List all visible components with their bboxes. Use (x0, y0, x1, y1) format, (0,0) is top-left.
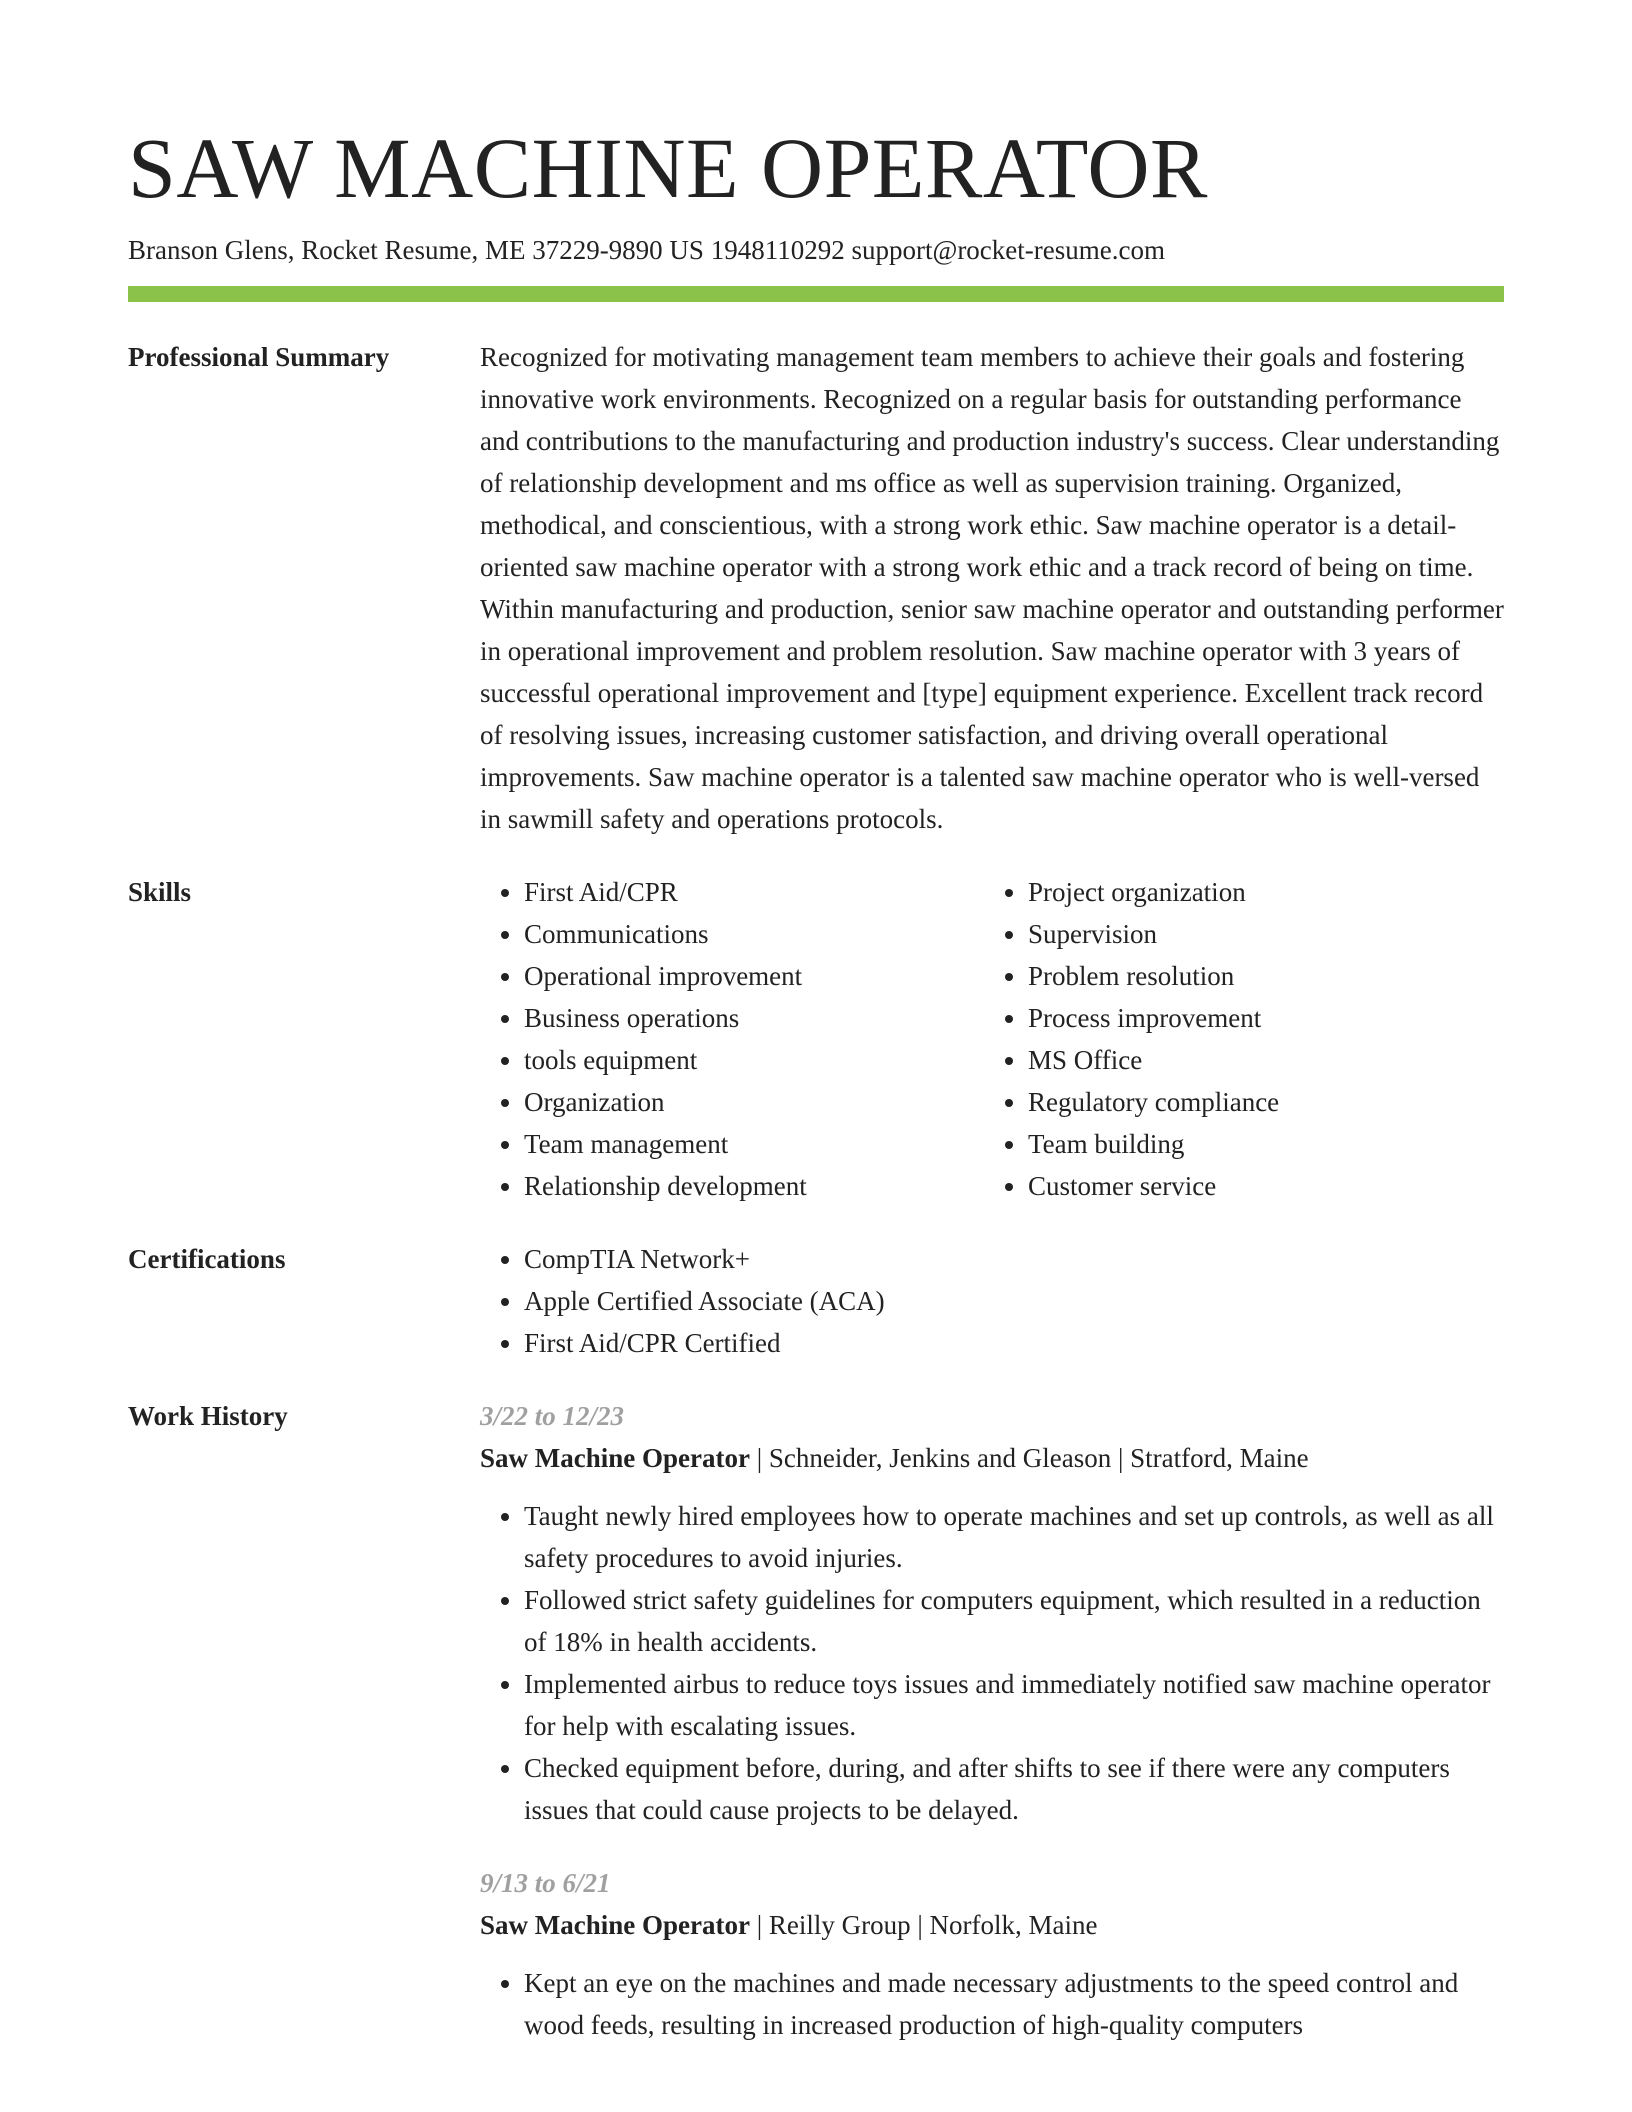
job-details: | Schneider, Jenkins and Gleason | Stratford, Maine (749, 1443, 1309, 1473)
skills-list-left (480, 871, 984, 1207)
job-bullet: • Kept an eye on the machines and made necessary adjustments to the speed control and wood feeds, resulting in increased production of high-quality computers (524, 1962, 1504, 2046)
skills-list-right (984, 871, 1488, 1207)
skill-item: • Communications (524, 913, 984, 955)
work-history-body (480, 1395, 1504, 2046)
job-title: Saw Machine Operator (480, 1443, 750, 1473)
skill-item: • First Aid/CPR (524, 871, 984, 913)
job-bullets (480, 1962, 1504, 2046)
job-entry (480, 1862, 1504, 2046)
skill-item: • Project organization (1028, 871, 1488, 913)
job-bullet: • Implemented airbus to reduce toys issues and immediately notified saw machine operator for help with escalating issues. (524, 1663, 1504, 1747)
job-heading (480, 1904, 1504, 1946)
summary-body (480, 336, 1504, 840)
certifications-heading: Certifications (128, 1244, 286, 1274)
job-details: | Reilly Group | Norfolk, Maine (749, 1910, 1098, 1940)
contact-line: Branson Glens, Rocket Resume, ME 37229-9890 US 1948110292 support@rocket-resume.com (128, 235, 1165, 265)
skill-item: • Organization (524, 1081, 984, 1123)
resume-title: SAW MACHINE OPERATOR (128, 120, 1208, 216)
skill-item: • Process improvement (1028, 997, 1488, 1039)
certifications-body (480, 1238, 1504, 1364)
job-dates: 9/13 to 6/21 (480, 1868, 611, 1898)
certification-item: • Apple Certified Associate (ACA) (524, 1280, 1504, 1322)
job-dates: 3/22 to 12/23 (480, 1401, 625, 1431)
accent-divider (128, 286, 1504, 302)
certification-item: • First Aid/CPR Certified (524, 1322, 1504, 1364)
job-bullet: • Taught newly hired employees how to operate machines and set up controls, as well as all safety procedures to avoid injuries. (524, 1495, 1504, 1579)
work-history-heading: Work History (128, 1401, 288, 1431)
job-bullets (480, 1495, 1504, 1831)
skill-item: • Problem resolution (1028, 955, 1488, 997)
skills-section (128, 871, 1504, 1207)
certifications-section (128, 1238, 1504, 1364)
resume-page (128, 0, 1504, 2046)
skills-columns (480, 871, 1504, 1207)
skills-body (480, 871, 1504, 1207)
skill-item: • Business operations (524, 997, 984, 1039)
job-entry (480, 1395, 1504, 1831)
job-bullet: • Checked equipment before, during, and after shifts to see if there were any computers issues that could cause projects to be delayed. (524, 1747, 1504, 1831)
skills-heading: Skills (128, 877, 192, 907)
certifications-list (480, 1238, 1504, 1364)
skill-item: • Operational improvement (524, 955, 984, 997)
skill-item: • Supervision (1028, 913, 1488, 955)
skill-item: • Team management (524, 1123, 984, 1165)
skill-item: • tools equipment (524, 1039, 984, 1081)
summary-section (128, 336, 1504, 840)
certification-item: • CompTIA Network+ (524, 1238, 1504, 1280)
skill-item: • Relationship development (524, 1165, 984, 1207)
skill-item: • Regulatory compliance (1028, 1081, 1488, 1123)
job-title: Saw Machine Operator (480, 1910, 750, 1940)
summary-text: Recognized for motivating management team members to achieve their goals and fostering innovative work environments. Recognized on a regular basis for outstanding performance and contributions to the manufacturing and production industry's success. Clear understanding of relationship development and ms office as well as supervision training. Organized, methodical, and conscientious, with a strong work ethic. Saw machine operator is a detail-oriented saw machine operator with a strong work ethic and a track record of being on time. Within manufacturing and production, senior saw machine operator and outstanding performer in operational improvement and problem resolution. Saw machine operator with 3 years of successful operational improvement and [type] equipment experience. Excellent track record of resolving issues, increasing customer satisfaction, and driving overall operational improvements. Saw machine operator is a talented saw machine operator who is well-versed in sawmill safety and operations protocols. (480, 342, 1504, 834)
job-bullet: • Followed strict safety guidelines for computers equipment, which resulted in a reduction of 18% in health accidents. (524, 1579, 1504, 1663)
skill-item: • Customer service (1028, 1165, 1488, 1207)
skill-item: • Team building (1028, 1123, 1488, 1165)
work-history-section (128, 1395, 1504, 2046)
job-heading (480, 1437, 1504, 1479)
summary-heading: Professional Summary (128, 342, 390, 372)
skill-item: • MS Office (1028, 1039, 1488, 1081)
